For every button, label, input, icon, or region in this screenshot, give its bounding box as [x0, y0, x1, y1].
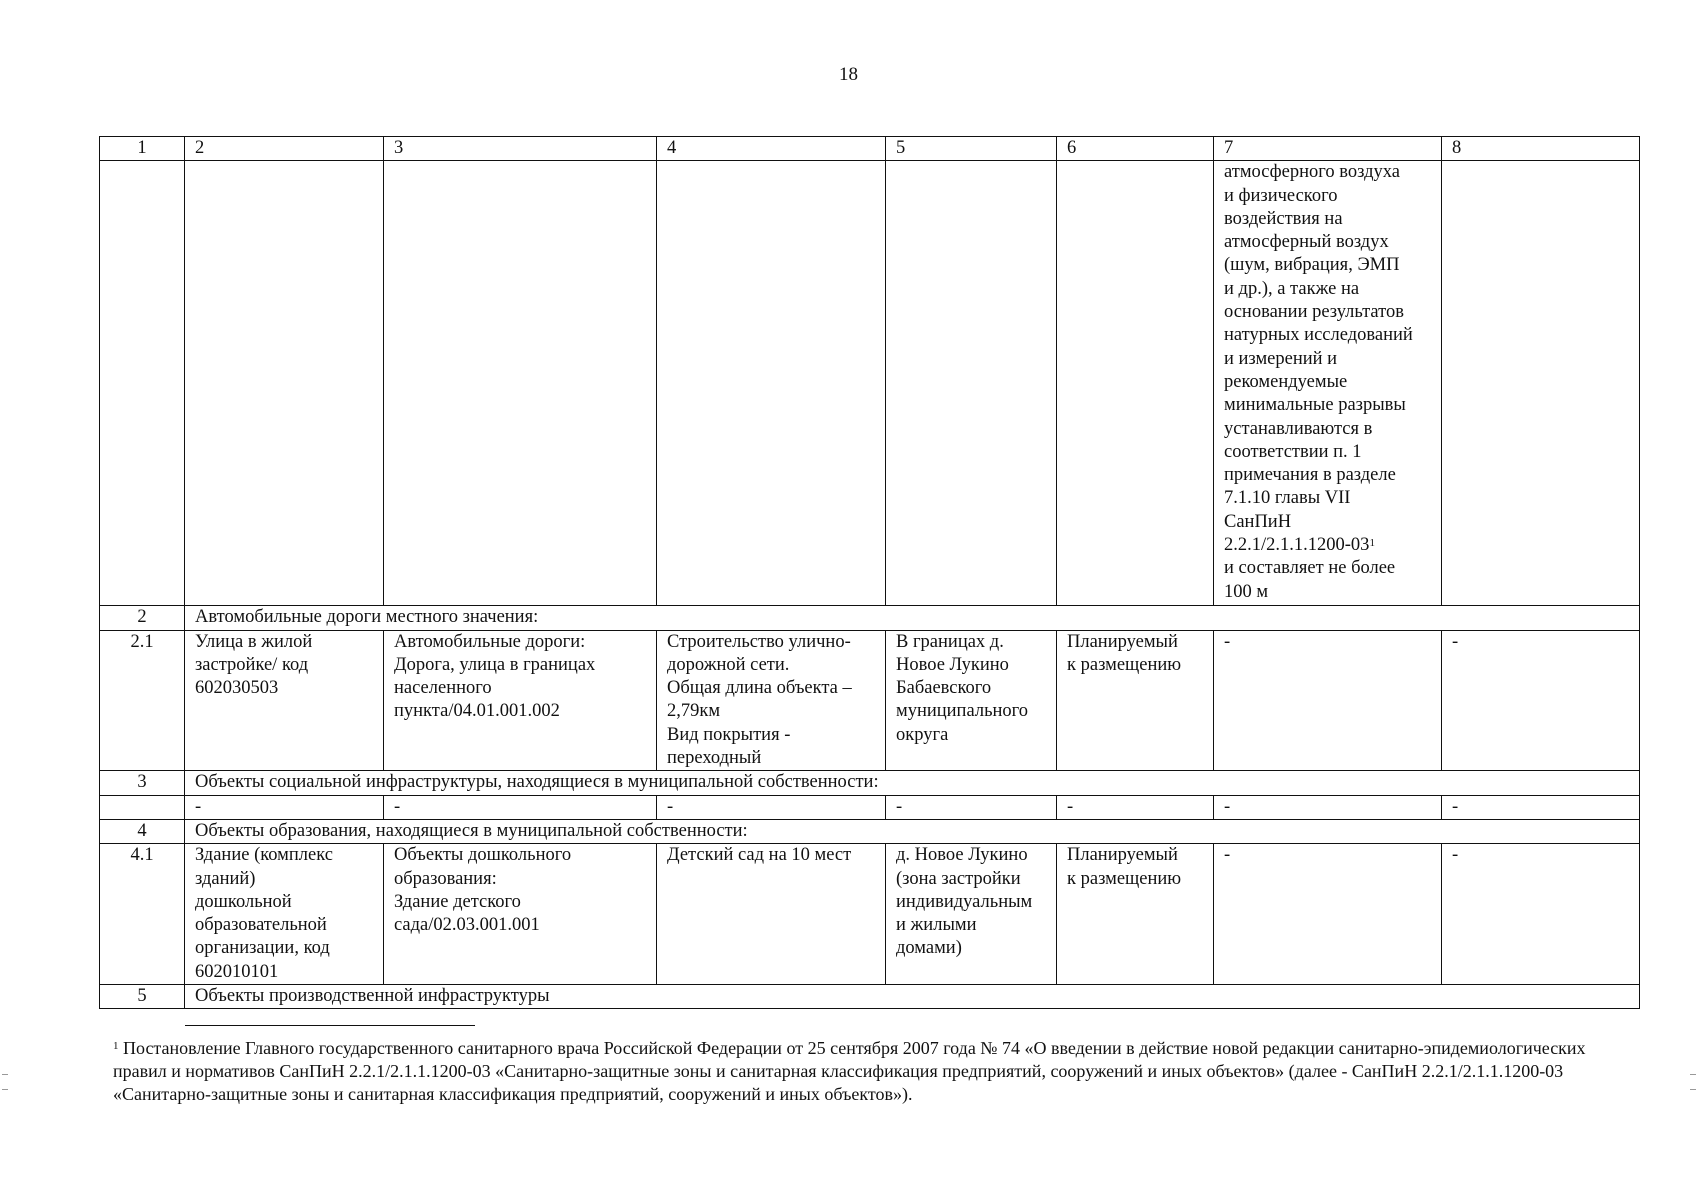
section-row	[100, 771, 1640, 795]
footnote-text: Постановление Главного государственного санитарного врача Российской Федерации от 25 сентября 2007 года № 74 «О введении в действие новой редакции санитарно-эпидемиологических правил и нормативов СанПиН 2.2.1/2.1.1.1200-03 «Санитарно-защитные зоны и санитарная классификация предприятий, сооружений и иных объектов» (далее - СанПиН 2.2.1/2.1.1.1200-03 «Санитарно-защитные зоны и санитарная классификация предприятий, сооружений и иных объектов»).	[113, 1038, 1586, 1104]
section-title: Объекты производственной инфраструктуры	[185, 985, 1640, 1009]
table-cell: -	[1442, 844, 1640, 985]
table-row	[100, 844, 1640, 985]
scan-margin-mark	[2, 1074, 8, 1090]
table-cell	[185, 161, 384, 606]
header-cell: 1	[100, 137, 185, 161]
section-title: Автомобильные дороги местного значения:	[185, 606, 1640, 630]
table-cell: Объекты дошкольного образования: Здание детского сада/02.03.001.001	[384, 844, 657, 985]
table-cell: В границах д. Новое Лукино Бабаевского муниципального округа	[886, 630, 1057, 771]
table-row	[100, 630, 1640, 771]
table-cell	[384, 161, 657, 606]
table-cell	[100, 161, 185, 606]
table-cell: -	[185, 795, 384, 819]
footnote-ref: 1	[1369, 537, 1375, 550]
table-cell: -	[1214, 795, 1442, 819]
table-cell: д. Новое Лукино (зона застройки индивидуальным и жилыми домами)	[886, 844, 1057, 985]
table-cell: Улица в жилой застройке/ код 602030503	[185, 630, 384, 771]
header-cell: 4	[657, 137, 886, 161]
table-cell: Автомобильные дороги: Дорога, улица в границах населенного пункта/04.01.001.002	[384, 630, 657, 771]
table-cell: -	[384, 795, 657, 819]
objects-table	[99, 136, 1640, 1009]
table-cell	[100, 795, 185, 819]
table-cell: -	[1442, 630, 1640, 771]
col7-tail-text: и составляет не более 100 м	[1224, 558, 1396, 602]
footnote-separator	[185, 1025, 475, 1026]
table-cell	[886, 161, 1057, 606]
table-cell: Строительство улично- дорожной сети. Общая длина объекта – 2,79км Вид покрытия - переходный	[657, 630, 886, 771]
table-cell: Планируемый к размещению	[1057, 630, 1214, 771]
col7-text: атмосферного воздуха и физического воздействия на атмосферный воздух (шум, вибрация, ЭМП и др.), а также на основании результатов натурных исследований и измерений и рекомендуемые минимальные разрывы устанавливаются в соответствии п. 1 примечания в разделе 7.1.10 главы VII СанПиН 2.2.1/2.1.1.1200-03	[1224, 162, 1413, 556]
table-cell: -	[657, 795, 886, 819]
table-cell: -	[1057, 795, 1214, 819]
row-number: 4.1	[100, 844, 185, 985]
footnote-marker: 1	[113, 1040, 119, 1052]
section-number: 4	[100, 819, 185, 843]
table-cell	[657, 161, 886, 606]
section-row	[100, 985, 1640, 1009]
continuation-row	[100, 161, 1640, 606]
table-cell: -	[1442, 795, 1640, 819]
table-cell: -	[1214, 844, 1442, 985]
scan-margin-mark	[1690, 1074, 1696, 1090]
section-title: Объекты социальной инфраструктуры, находящиеся в муниципальной собственности:	[185, 771, 1640, 795]
table-cell	[1214, 161, 1442, 606]
section-row	[100, 819, 1640, 843]
header-cell: 5	[886, 137, 1057, 161]
section-row	[100, 606, 1640, 630]
header-cell: 6	[1057, 137, 1214, 161]
table-row	[100, 795, 1640, 819]
header-cell: 3	[384, 137, 657, 161]
table-cell: -	[1214, 630, 1442, 771]
table-cell: Здание (комплекс зданий) дошкольной образовательной организации, код 602010101	[185, 844, 384, 985]
section-number: 3	[100, 771, 185, 795]
table-cell	[1057, 161, 1214, 606]
header-cell: 2	[185, 137, 384, 161]
footnote	[113, 1037, 1623, 1106]
section-number: 2	[100, 606, 185, 630]
header-cell: 8	[1442, 137, 1640, 161]
header-row	[100, 137, 1640, 161]
table-cell	[1442, 161, 1640, 606]
section-title: Объекты образования, находящиеся в муниципальной собственности:	[185, 819, 1640, 843]
row-number: 2.1	[100, 630, 185, 771]
page-number: 18	[839, 64, 858, 85]
table-cell: Планируемый к размещению	[1057, 844, 1214, 985]
section-number: 5	[100, 985, 185, 1009]
table-cell: Детский сад на 10 мест	[657, 844, 886, 985]
header-cell: 7	[1214, 137, 1442, 161]
table-cell: -	[886, 795, 1057, 819]
